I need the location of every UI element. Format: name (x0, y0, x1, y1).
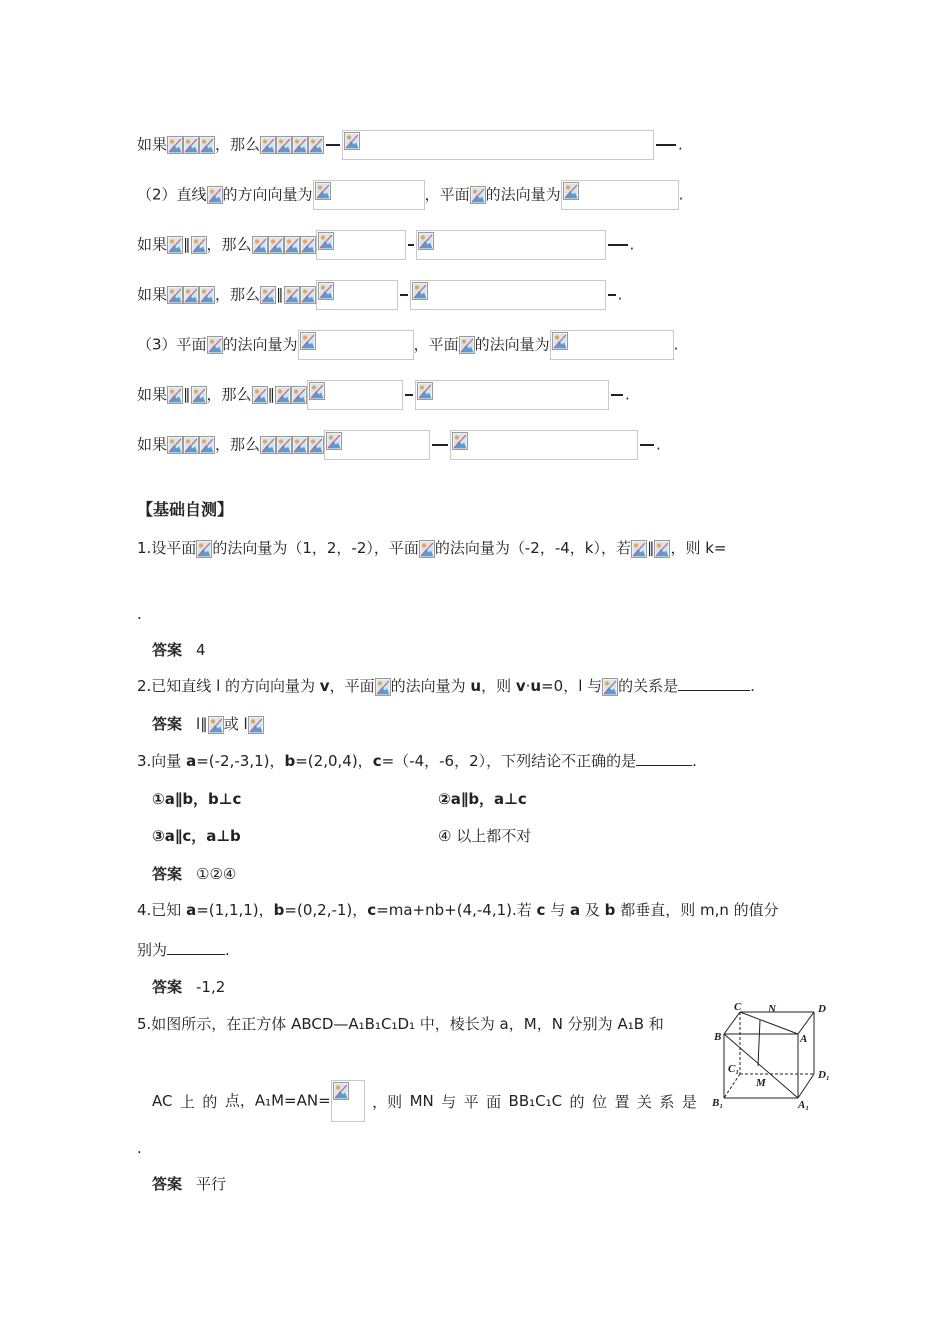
answer-value: -1,2 (196, 978, 226, 996)
question-3 (137, 751, 697, 771)
formula-image-icon (260, 286, 276, 304)
answer-2 (152, 714, 264, 734)
text: 与 (545, 901, 570, 919)
text: . (673, 335, 679, 354)
formula-image-icon (375, 678, 391, 696)
cube-figure (712, 1000, 842, 1112)
option-2: ②a∥b，a⊥c (438, 790, 527, 808)
vector-a: a (570, 901, 581, 919)
text: ，平面 (329, 677, 375, 695)
text: 的 (569, 1092, 585, 1111)
text: ，则 (372, 1092, 403, 1111)
formula-box (298, 330, 414, 360)
text: =(0,2,-1)， (284, 901, 368, 919)
text: 点，A₁M=AN= (224, 1091, 331, 1110)
text: ∥ (276, 285, 284, 304)
option-1: ①a∥b，b⊥c (152, 790, 242, 808)
text: 是 (681, 1092, 697, 1111)
text: . (617, 285, 623, 304)
condition-line-3 (137, 230, 634, 260)
formula-image-icon (252, 236, 268, 254)
formula-image-icon (417, 382, 433, 400)
formula-image-icon (291, 386, 307, 404)
text: 置 (614, 1092, 630, 1111)
condition-line-1 (137, 130, 683, 160)
answer-value: ①②④ (196, 865, 237, 883)
formula-image-icon (268, 236, 284, 254)
formula-image-icon (563, 182, 579, 200)
formula-image-icon (207, 336, 223, 354)
cube-label: A₁ (798, 1099, 810, 1111)
text: ∥ (183, 385, 191, 404)
formula-image-icon (300, 332, 316, 350)
text: ∥ (183, 235, 191, 254)
answer-label: 答案 (152, 715, 183, 733)
option-3: ③a∥c，a⊥b (152, 827, 241, 845)
dash (326, 144, 340, 146)
formula-image-icon (552, 332, 568, 350)
text: 的关系是 (618, 677, 679, 695)
option-4: ④ 以上都不对 (438, 827, 532, 845)
text: . (625, 385, 630, 404)
answer-value: 平行 (196, 1175, 227, 1193)
answer-1 (152, 640, 206, 660)
dash (400, 294, 408, 296)
formula-box (550, 330, 674, 360)
text: 的 (202, 1092, 218, 1111)
cube-label: A (800, 1033, 808, 1045)
answer-blank (636, 765, 692, 766)
dash (608, 244, 628, 246)
condition-line-7 (137, 430, 661, 460)
vector-u: u (530, 677, 542, 695)
text: . (225, 941, 230, 959)
formula-box (416, 230, 606, 260)
formula-box (324, 430, 430, 460)
text: l∥ (196, 715, 208, 733)
text: ，平面 (413, 335, 459, 354)
formula-image-icon (275, 386, 291, 404)
formula-box (316, 230, 406, 260)
text: ，那么 (215, 285, 261, 304)
text: ∥ (267, 385, 276, 404)
text: 2.已知直线 l 的方向向量为 (137, 677, 320, 695)
formula-box (313, 180, 425, 210)
formula-box (415, 380, 609, 410)
formula-image-icon (167, 236, 183, 254)
dash (408, 244, 414, 246)
formula-image-icon (260, 436, 276, 454)
text: 的法向量为 (390, 677, 471, 695)
formula-image-icon (308, 136, 324, 154)
answer-label: 答案 (152, 641, 183, 659)
question-4 (137, 900, 779, 920)
formula-image-icon (167, 136, 183, 154)
cube-label: M (756, 1077, 766, 1089)
cube-label: N (768, 1003, 776, 1015)
formula-image-icon (199, 436, 215, 454)
answer-blank (678, 690, 750, 691)
text: 如果 (137, 235, 168, 254)
answer-label: 答案 (152, 1175, 183, 1193)
cube-label: C (734, 1001, 742, 1013)
answer-value: 4 (196, 641, 206, 659)
formula-image-icon (459, 336, 475, 354)
formula-image-icon (183, 286, 199, 304)
text: 系 (659, 1092, 675, 1111)
text: 或 l (223, 715, 248, 733)
text: BB₁C₁C (508, 1092, 563, 1110)
formula-image-icon (260, 136, 276, 154)
text: · (525, 677, 531, 695)
vector-v: v (319, 677, 330, 695)
formula-image-icon (315, 182, 331, 200)
text: 如果 (137, 285, 168, 304)
formula-image-icon (248, 716, 264, 734)
condition-line-2 (137, 180, 683, 210)
formula-image-icon (167, 436, 183, 454)
text: . (750, 677, 755, 695)
question-5-tail: . (137, 1139, 142, 1157)
text: ，那么 (215, 135, 261, 154)
formula-image-icon (418, 232, 434, 250)
text: （2）直线 (137, 185, 207, 204)
formula-image-icon (252, 386, 268, 404)
text: 如果 (137, 385, 168, 404)
condition-line-4 (137, 280, 622, 310)
formula-image-icon (318, 232, 334, 250)
cube-label: B (714, 1031, 722, 1043)
text: 别为 (137, 941, 168, 959)
answer-label: 答案 (152, 865, 183, 883)
answer-3 (152, 864, 236, 884)
dash (432, 444, 448, 446)
segment (225, 1080, 365, 1122)
text: ，则 k= (670, 539, 727, 557)
formula-image-icon (292, 136, 308, 154)
text: 的法向量为 (474, 335, 550, 354)
text: 上 (179, 1092, 195, 1111)
text: MN (409, 1092, 434, 1110)
text: 的法向量为（1，2，-2），平面 (212, 539, 419, 557)
cube-label: D (818, 1003, 826, 1015)
text: ，那么 (206, 385, 252, 404)
text: =（-4，-6，2），下列结论不正确的是 (381, 752, 637, 770)
text: 及 (580, 901, 605, 919)
text: 位 (591, 1092, 607, 1111)
text: ∥ (646, 539, 655, 557)
formula-box (316, 280, 398, 310)
dash (405, 394, 413, 396)
text: 的法向量为 (485, 185, 561, 204)
question-5-line-2 (152, 1080, 697, 1122)
formula-image-icon (654, 540, 670, 558)
answer-5 (152, 1174, 226, 1194)
formula-image-icon (309, 382, 325, 400)
vector-b: b (273, 901, 285, 919)
formula-image-icon (326, 432, 342, 450)
question-2 (137, 676, 755, 696)
formula-box (561, 180, 679, 210)
text: 的法向量为 (222, 335, 298, 354)
vector-c: c (367, 901, 377, 919)
formula-image-icon (183, 436, 199, 454)
section-title: 【基础自测】 (137, 500, 234, 519)
answer-blank (167, 954, 225, 955)
text: =(2,0,4)， (295, 752, 373, 770)
formula-image-icon (191, 386, 207, 404)
text: . (678, 185, 684, 204)
text: . (656, 435, 661, 454)
condition-line-5 (137, 330, 678, 360)
formula-image-icon (183, 136, 199, 154)
formula-image-icon (631, 540, 647, 558)
formula-box (307, 380, 403, 410)
text: ，那么 (206, 235, 252, 254)
condition-line-6 (137, 380, 630, 410)
text: 的方向向量为 (222, 185, 313, 204)
answer-label: 答案 (152, 978, 183, 996)
formula-image-icon (300, 286, 316, 304)
vector-a: a (186, 901, 197, 919)
answer-4 (152, 977, 225, 997)
text: =0，l 与 (541, 677, 603, 695)
vector-a: a (186, 752, 197, 770)
dash (640, 444, 654, 446)
vector-b: b (604, 901, 616, 919)
dash (608, 294, 616, 296)
text: . (678, 135, 683, 154)
text: =(-2,-3,1)， (196, 752, 285, 770)
formula-box (331, 1080, 365, 1122)
dash (611, 394, 623, 396)
formula-image-icon (276, 136, 292, 154)
text: =(1,1,1)， (196, 901, 274, 919)
vector-v: v (515, 677, 526, 695)
formula-box (450, 430, 638, 460)
text: . (629, 235, 635, 254)
cube-label: C₁ (728, 1063, 740, 1075)
text: 如果 (137, 135, 168, 154)
cube-label: B₁ (712, 1097, 724, 1109)
formula-image-icon (276, 436, 292, 454)
formula-image-icon (470, 186, 486, 204)
formula-image-icon (191, 236, 207, 254)
text: 3.向量 (137, 752, 187, 770)
formula-image-icon (318, 282, 334, 300)
text: 的法向量为（-2，-4，k），若 (434, 539, 631, 557)
question-5: 5.如图所示，在正方体 ABCD—A₁B₁C₁D₁ 中，棱长为 a，M，N 分别为 A₁B 和 (137, 1015, 664, 1033)
text: ，则 (481, 677, 516, 695)
formula-image-icon (308, 436, 324, 454)
dash (656, 144, 676, 146)
formula-image-icon (419, 540, 435, 558)
formula-image-icon (208, 716, 224, 734)
formula-image-icon (199, 136, 215, 154)
text: =ma+nb+(4,-4,1).若 (376, 901, 537, 919)
text: ，那么 (215, 435, 261, 454)
text: 都垂直，则 m,n 的值分 (615, 901, 779, 919)
text: （3）平面 (137, 335, 207, 354)
formula-image-icon (344, 132, 360, 150)
formula-image-icon (196, 540, 212, 558)
formula-image-icon (199, 286, 215, 304)
question-1-tail: . (137, 605, 142, 623)
formula-image-icon (284, 236, 300, 254)
formula-image-icon (284, 286, 300, 304)
question-1 (137, 538, 727, 558)
text: 平 (463, 1092, 479, 1111)
vector-c: c (536, 901, 546, 919)
formula-image-icon (167, 286, 183, 304)
formula-image-icon (452, 432, 468, 450)
text: ，平面 (424, 185, 470, 204)
formula-image-icon (292, 436, 308, 454)
text: 与 (441, 1092, 457, 1111)
vector-b: b (284, 752, 296, 770)
text: 4.已知 (137, 901, 187, 919)
formula-image-icon (300, 236, 316, 254)
formula-image-icon (333, 1082, 349, 1100)
text: AC (152, 1092, 173, 1110)
text: 关 (636, 1092, 652, 1111)
text: . (692, 752, 697, 770)
text: 面 (486, 1092, 502, 1111)
question-4-line-2 (137, 940, 230, 960)
cube-label: D₁ (818, 1069, 830, 1081)
formula-image-icon (167, 386, 183, 404)
formula-box (410, 280, 606, 310)
formula-image-icon (207, 186, 223, 204)
text: 1.设平面 (137, 539, 197, 557)
formula-image-icon (412, 282, 428, 300)
formula-image-icon (602, 678, 618, 696)
formula-box (342, 130, 654, 160)
vector-c: c (372, 752, 382, 770)
text: 如果 (137, 435, 168, 454)
vector-u: u (470, 677, 482, 695)
